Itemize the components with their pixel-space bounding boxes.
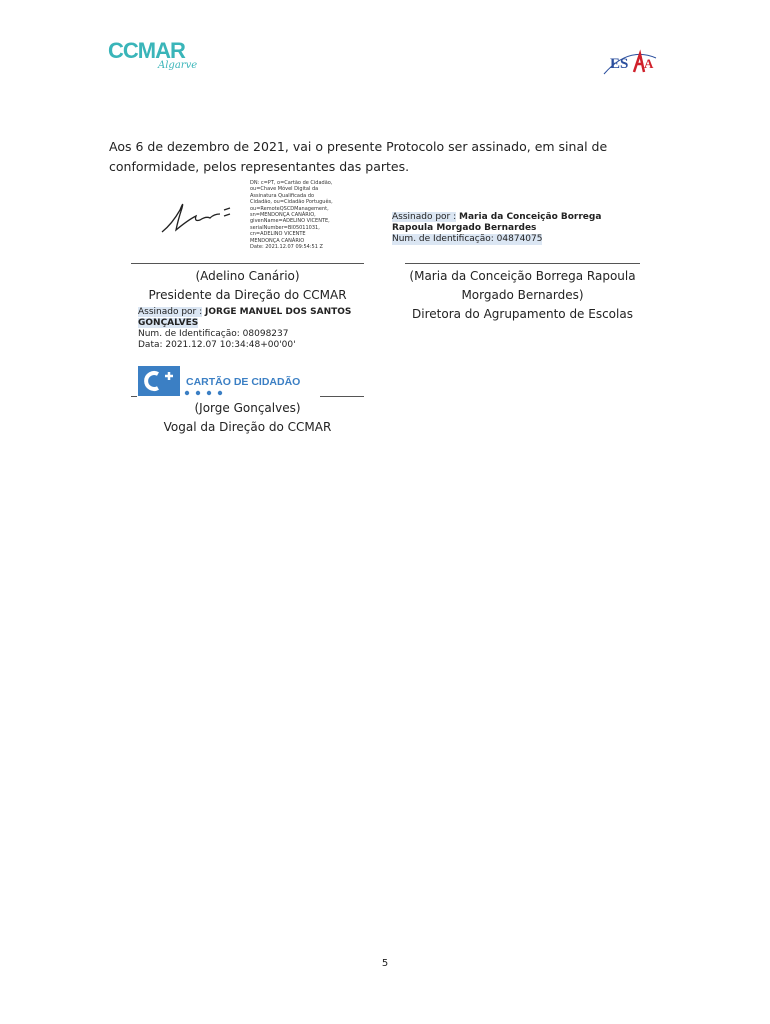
signature-line-2 bbox=[405, 263, 640, 264]
ccmar-logo-text: CCMAR bbox=[108, 38, 185, 63]
signatory-role: Vogal da Direção do CCMAR bbox=[163, 420, 332, 434]
sig-meta-line: givenName=ADELINO VICENTE, bbox=[250, 218, 330, 225]
sig-meta-line: Date: 2021.12.07 09:54:51 Z bbox=[250, 244, 323, 251]
sig-meta-line: ou=Chave Móvel Digital da bbox=[250, 186, 319, 193]
cartao-cidadao-logo bbox=[138, 366, 308, 396]
signature-line-1 bbox=[131, 263, 364, 264]
signatory-role: Diretora do Agrupamento de Escolas bbox=[412, 307, 633, 321]
sig-meta-line: Cidadão, ou=Cidadão Português, bbox=[250, 199, 333, 206]
num-identificacao: Num. de Identificação: 08098237 bbox=[138, 329, 289, 339]
assinado-name: JORGE MANUEL DOS SANTOS bbox=[205, 307, 352, 317]
sig-meta-line: cn=ADELINO VICENTE bbox=[250, 231, 306, 238]
signatory-name: (Adelino Canário) bbox=[195, 269, 300, 283]
signature-date: Data: 2021.12.07 10:34:48+00'00' bbox=[138, 340, 296, 350]
assinado-name-cont: GONÇALVES bbox=[138, 318, 199, 328]
assinado-label: Assinado por : bbox=[138, 307, 203, 317]
assinado-label: Assinado por : bbox=[392, 212, 457, 222]
signature-line-3a bbox=[131, 396, 137, 397]
signatory-name-cont: Morgado Bernardes) bbox=[461, 288, 584, 302]
num-identificacao: Num. de Identificação: 04874075 bbox=[392, 234, 543, 244]
sig-meta-line: sn=MENDONÇA CANÁRIO, bbox=[250, 212, 316, 219]
digital-stamp-3 bbox=[138, 307, 358, 351]
sig-meta-line: MENDONÇA CANÁRIO bbox=[250, 237, 305, 244]
assinado-name: Maria da Conceição Borrega bbox=[459, 212, 602, 222]
signatory-block-1 bbox=[131, 267, 364, 305]
esla-logo bbox=[598, 44, 660, 80]
digital-signature-details bbox=[250, 180, 360, 250]
sig-meta-line: ou=RemoteQSCDManagement, bbox=[250, 205, 329, 212]
svg-text:ES: ES bbox=[610, 56, 629, 72]
sig-meta-line: serialNumber=BI05011031, bbox=[250, 224, 320, 231]
protocol-paragraph: Aos 6 de dezembro de 2021, vai o presente Protocolo ser assinado, em sinal de conformidade, pelos representantes das partes. bbox=[109, 139, 608, 174]
sig-meta-line: Assinatura Qualificada do bbox=[250, 192, 315, 199]
page-number: 5 bbox=[381, 958, 389, 969]
svg-text:A: A bbox=[644, 56, 654, 71]
signatory-block-2 bbox=[400, 267, 645, 324]
handwritten-signature-adelino bbox=[158, 190, 238, 240]
signatory-name: (Jorge Gonçalves) bbox=[194, 401, 301, 415]
sig-meta-line: DN: c=PT, o=Cartão de Cidadão, bbox=[250, 180, 333, 186]
signatory-name: (Maria da Conceição Borrega Rapoula bbox=[409, 269, 636, 283]
ccmar-logo-subtext: Algarve bbox=[158, 60, 198, 71]
ccmar-logo bbox=[108, 38, 200, 78]
digital-stamp-2 bbox=[392, 212, 612, 245]
assinado-name-cont: Rapoula Morgado Bernardes bbox=[392, 223, 537, 233]
cc-logo-text: CARTÃO DE CIDADÃO bbox=[186, 376, 301, 388]
signatory-block-3 bbox=[131, 399, 364, 437]
signature-line-3b bbox=[320, 396, 364, 397]
signatory-role: Presidente da Direção do CCMAR bbox=[148, 288, 347, 302]
